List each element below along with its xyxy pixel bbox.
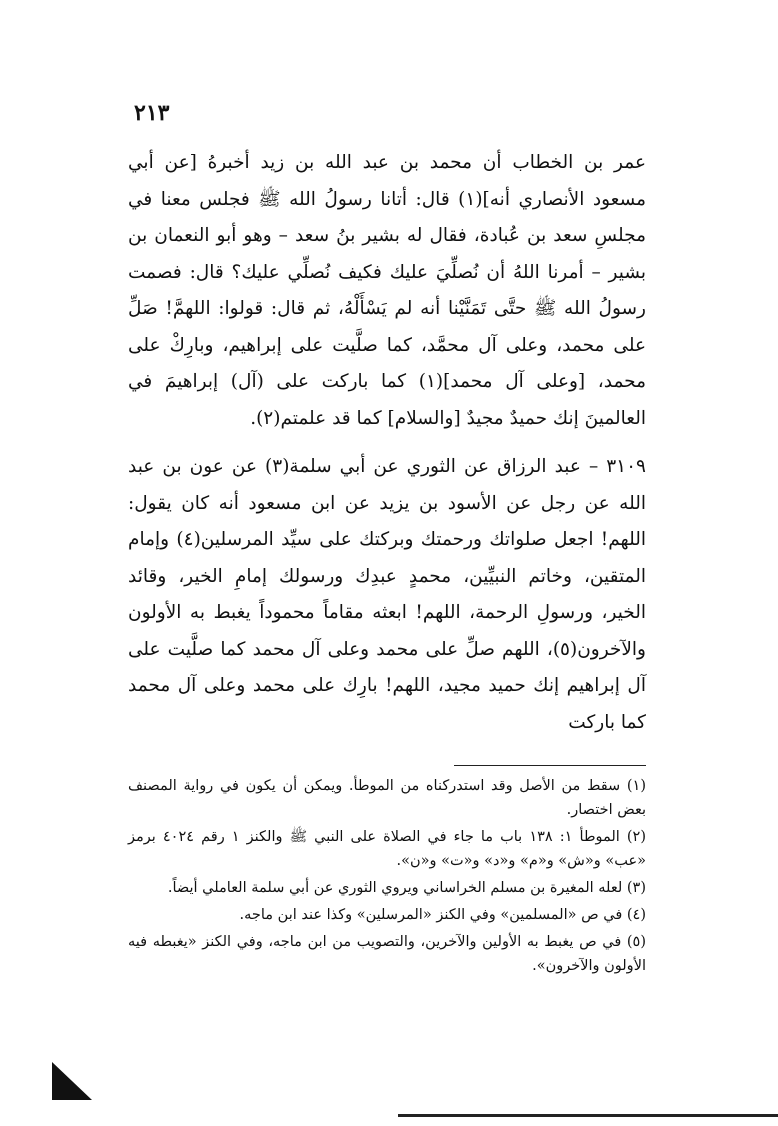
main-text <box>128 145 646 741</box>
page-number: ٢١٣ <box>134 100 170 126</box>
footnote-3: (٣) لعله المغيرة بن مسلم الخراساني ويروي الثوري عن أبي سلمة العاملي أيضاً. <box>167 880 646 896</box>
scan-bottom-edge <box>398 1114 778 1117</box>
scan-corner-triangle <box>52 1062 92 1100</box>
footnote-5: (٥) في ص يغبط به الأولين والآخرين، والتصويب من ابن ماجه، وفي الكنز «يغبطه فيه الأولون والآخرون». <box>128 934 646 974</box>
footnotes <box>128 774 646 981</box>
footnote-2: (٢) الموطأ ١: ١٣٨ باب ما جاء في الصلاة على النبي ﷺ والكنز ١ رقم ٤٠٢٤ برمز «عب» و«ش» و«م» و«د» و«ت» و«ن». <box>128 829 647 869</box>
footnote-4: (٤) في ص «المسلمين» وفي الكنز «المرسلين» وكذا عند ابن ماجه. <box>239 907 646 923</box>
footnote-divider <box>454 765 646 766</box>
footnote-1: (١) سقط من الأصل وقد استدركناه من الموطأ. ويمكن أن يكون في رواية المصنف بعض اختصار. <box>128 778 646 818</box>
paragraph-hadith-3109: ٣١٠٩ – عبد الرزاق عن الثوري عن أبي سلمة(٣) عن عون بن عبد الله عن رجل عن الأسود بن يزيد عن ابن مسعود أنه كان يقول: اللهم! اجعل صلواتك ورحمتك وبركتك على سيِّد المرسلين(٤) وإمام المتقين، وخاتم النبيِّين، محمدٍ عبدِك ورسولك إمامِ الخير، وقائد الخير، ورسولِ الرحمة، اللهم! ابعثه مقاماً محموداً يغبط به الأولون والآخرون(٥)، اللهم صلِّ على محمد وعلى آل محمد كما صلَّيت على آل إبراهيم إنك حميد مجيد، اللهم! بارِك على محمد وعلى آل محمد كما باركت <box>128 456 646 733</box>
paragraph-hadith-3108-continuation: عمر بن الخطاب أن محمد بن عبد الله بن زيد أخبرهُ [عن أبي مسعود الأنصاري أنه](١) قال: أتانا رسولُ الله ﷺ فجلس معنا في مجلسِ سعد بن عُبادة، فقال له بشير بنُ سعد – وهو أبو النعمان بن بشير – أمرنا اللهُ أن نُصلِّيَ عليك فكيف نُصلِّي عليك؟ قال: فصمت رسولُ الله ﷺ حتَّى تَمَنَّيْنا أنه لم يَسْأَلْهُ، ثم قال: قولوا: اللهمَّ! صَلِّ على محمد، وعلى آل محمَّد، كما صلَّيت على إبراهيم، وبارِكْ على محمد، [وعلى آل محمد](١) كما باركت على (آل) إبراهيمَ في العالمينَ إنك حميدٌ مجيدٌ [والسلام] كما قد علمتم(٢). <box>128 152 646 429</box>
